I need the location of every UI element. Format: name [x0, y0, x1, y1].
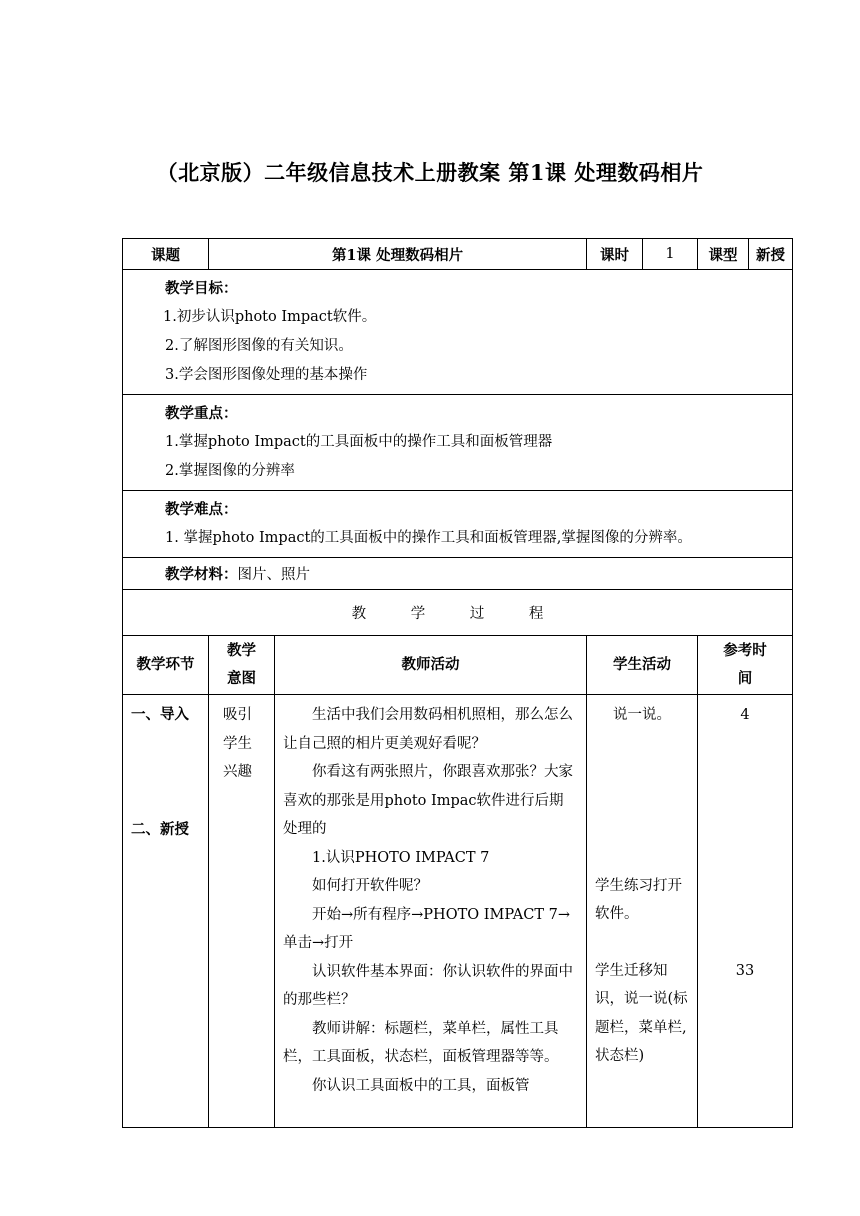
difficulties-section	[123, 491, 793, 558]
key-points-section	[123, 395, 793, 491]
hours-label: 课时	[587, 239, 643, 270]
teacher-para: 认识软件基本界面：你认识软件的界面中的那些栏？	[283, 963, 573, 1008]
student-activity: 学生练习打开软件。	[595, 877, 683, 922]
process-body-row	[123, 695, 793, 1128]
materials-label: 教学材料：	[165, 566, 238, 583]
teacher-para: 1.认识PHOTO IMPACT 7	[312, 849, 490, 866]
key-point-item: 2.掌握图像的分辨率	[165, 463, 295, 479]
materials-value: 图片、照片	[237, 567, 310, 583]
col-intent: 教学 意图	[209, 636, 275, 695]
col-stage: 教学环节	[123, 636, 209, 695]
time-cell	[698, 695, 793, 1128]
document-title: （北京版）二年级信息技术上册教案 第1课 处理数码相片	[156, 160, 704, 185]
intent-cell	[209, 695, 275, 1128]
stage-cell	[123, 695, 209, 1128]
key-points-row	[123, 395, 793, 491]
time-intro: 4	[740, 707, 750, 723]
objective-item: 1.初步认识photo Impact软件。	[163, 309, 377, 325]
time-new: 33	[735, 962, 755, 979]
hours-value: 1	[643, 239, 698, 270]
key-point-item: 1.掌握photo Impact的工具面板中的操作工具和面板管理器	[165, 434, 553, 450]
process-title-row	[123, 590, 793, 636]
topic-label: 课题	[123, 239, 209, 270]
difficulty-item: 1. 掌握photo Impact的工具面板中的操作工具和面板管理器,掌握图像的分辨率。	[165, 530, 692, 546]
materials-section	[123, 558, 793, 590]
teacher-para: 如何打开软件呢？	[312, 878, 428, 894]
teacher-para: 生活中我们会用数码相机照相，那么怎么让自己照的相片更美观好看呢？	[283, 707, 573, 752]
type-value: 新授	[756, 246, 786, 264]
process-title: 教 学 过 程	[123, 590, 793, 636]
header-row	[123, 239, 793, 270]
col-teacher: 教师活动	[275, 636, 587, 695]
type-label: 课型	[698, 239, 749, 269]
col-time: 参考时 间	[698, 636, 793, 695]
teacher-para: 教师讲解：标题栏，菜单栏，属性工具栏，工具面板，状态栏，面板管理器等等。	[283, 1020, 559, 1065]
teacher-para: 你看这有两张照片，你跟喜欢那张？大家喜欢的那张是用photo Impac软件进行后期处理的	[283, 764, 573, 837]
objectives-section	[123, 270, 793, 395]
intent-line: 学生	[223, 735, 252, 752]
objective-item: 2.了解图形图像的有关知识。	[165, 338, 353, 354]
teacher-cell	[275, 695, 587, 1128]
type-cell	[698, 239, 793, 270]
lesson-plan-table	[122, 238, 793, 1128]
stage-intro: 一、导入	[131, 706, 189, 723]
column-header-row	[123, 636, 793, 695]
teacher-para: 开始→所有程序→PHOTO IMPACT 7→单击→打开	[283, 906, 570, 951]
difficulties-label: 教学难点：	[165, 501, 238, 518]
intent-line: 吸引	[223, 707, 252, 723]
objectives-row	[123, 270, 793, 395]
objective-item: 3.学会图形图像处理的基本操作	[165, 367, 368, 383]
student-activity: 说一说。	[613, 707, 672, 723]
student-activity: 学生迁移知识，说一说(标题栏，菜单栏,状态栏)	[595, 962, 688, 1064]
student-cell	[587, 695, 698, 1128]
intent-line: 兴趣	[223, 764, 252, 780]
teacher-para: 你认识工具面板中的工具，面板管	[312, 1077, 530, 1094]
col-student: 学生活动	[587, 636, 698, 695]
topic-value: 第1课 处理数码相片	[209, 239, 587, 270]
objectives-label: 教学目标：	[165, 280, 238, 297]
stage-new: 二、新授	[131, 820, 189, 838]
difficulties-row	[123, 491, 793, 558]
materials-row	[123, 558, 793, 590]
key-points-label: 教学重点：	[165, 405, 238, 422]
